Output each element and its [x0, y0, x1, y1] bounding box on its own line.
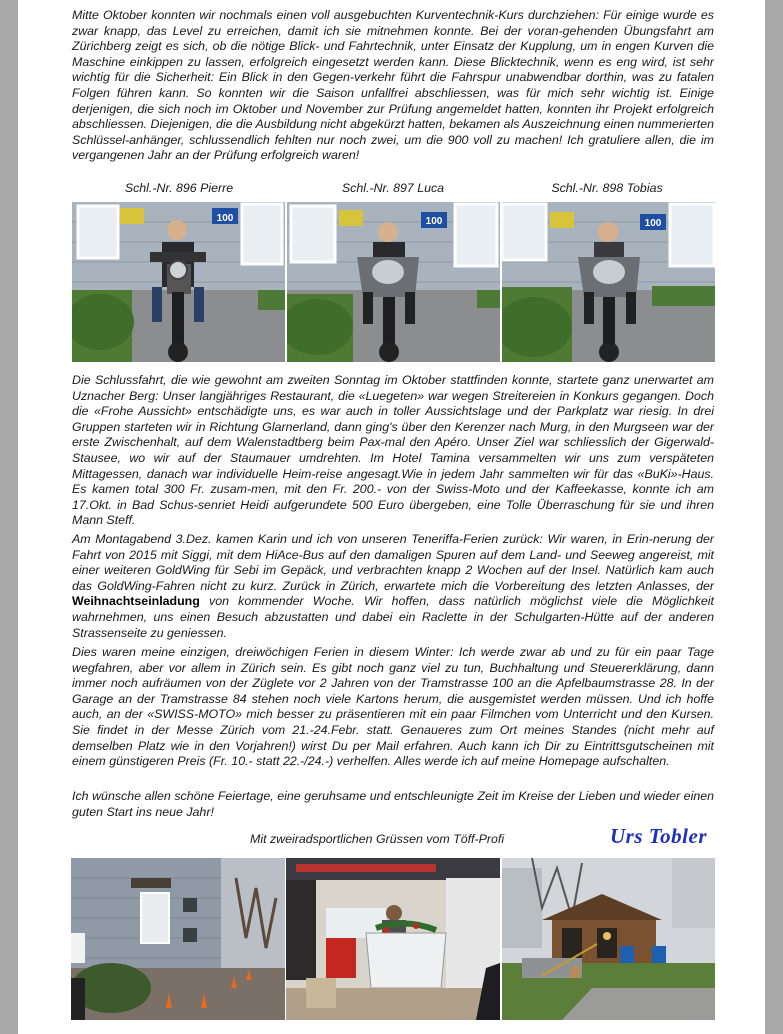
paragraph-schlussfahrt: Die Schlussfahrt, die wie gewohnt am zweiten Sonntag im Oktober stattfinden konnte, startete ganz unerwartet am Uznacher Berg: Unser langjähriges Restaurant, die «Luegeten» war wegen Streitereien in Konkurs gegangen. Doch die «Frohe Aussicht» entschädigte uns, es war auch in toller Aussichtslage und der Parkplatz war riesig. In drei Gruppen starteten wir in Richtung Glarnerland, dann ging's über den Kerenzer nach Murg, in den Murgseen war der erste Zwischenhalt, auf dem Walenstadtberg beim Pax-mal den Apéro. Unser Ziel war schliesslich der Gigerwald-Stausee, wo wir auf der Staumauer umdrehten. Im Hotel Tamina versammelten wir uns zum verspäteten Mittagessen, danach war individuelle Heim-reise angesagt.Wie in jedem Jahr sammelten wir für das «BuKi»-Haus. Es kamen total 300 Fr. zusam-men, mit den Fr. 200.- von der Swiss-Moto und der Kaffeekasse, konnte ich am 17.Okt. in Bad Schus-senriet Heidi aufgerundete 500 Euro übergeben, eine Tolle Überraschung für sie und ihren Mann Steff. [72, 373, 714, 528]
paragraph-kurventechnik: Mitte Oktober konnten wir nochmals einen voll ausgebuchten Kurventechnik-Kurs durchziehen: Für einige wurde es zwar knapp, das Level zu erreichen, damit ich sie mitnehmen konnte. Bei der voran-gehenden Übungsfahrt am Zürichberg zeigt es sich, ob die nötige Blick- und Fahrtechnik, unter Einsatz der Kupplung, um in engen Kurven die Maschine einkippen zu lassen, erfolgreich eingesetzt werden kann. Diese Blicktechnik, wenn es eng wird, ist sehr wichtig für die Sicherheit: Ein Blick in den Gegen-verkehr führt die Fahrspur unabwendbar dorthin, was zu fatalen Folgen führen kann. So konnten wir die Saison unfallfrei abschliessen, was für mich sehr wichtig ist. Einige derjenigen, die sich noch im Oktober und November zur Prüfung angemeldet hatten, konnten ihr Projekt erfolgreich abschliessen. Diejenigen, die die Ausbildung nicht abgekürzt hatten, bekamen als Auszeichnung einen nummerierten Schlüssel-anhänger, schlussendlich fehlten nur noch zwei, um die 900 voll zu machen! Ich gratuliere allen, die im vergangenen Jahr an der Prüfung erfolgreich waren! [72, 8, 714, 163]
photo-expo-stand [286, 858, 500, 1020]
weihnachtseinladung-highlight: Weihnachtseinladung [72, 594, 200, 609]
paragraph-winter: Dies waren meine einzigen, dreiwöchigen Ferien in diesem Winter: Ich werde zwar ab und zu für ein paar Tage wegfahren, aber vor allem in Zürich sein. Es gibt noch ganz viel zu tun, Buchhaltung und Steuererklärung, dann immer noch aufräumen von der Züglete vor 2 Jahren von der Tramstrasse 100 an die Apfelbaumstrasse 28. In der Garage an der Tramstrasse 84 stehen noch viele Kartons herum, die ausgemistet werden müssen. Und ich hoffe auch, an der «SWISS-MOTO» mich besser zu präsentieren mit ein paar Filmchen vom Unterricht und den Kursen. Sie findet in der Messe Zürich vom 21.-24.Febr. statt. Genaueres zum Ort meines Standes (nicht mehr auf demselben Platz wie in den Vorjahren!) wirst Du per Mail erfahren. Auch kann ich Dir zu Eintrittsgutscheinen mit einem günstigeren Preis (Fr. 10.- statt 22.-/24.-) verhelfen. Alles werde ich auf meine Homepage aufschalten. [72, 645, 714, 769]
photo-house-exterior [71, 858, 285, 1020]
paragraph-teneriffa [72, 532, 714, 641]
photo-captions [72, 181, 714, 197]
paragraph-wishes: Ich wünsche allen schöne Feiertage, eine geruhsame und entschleunigte Zeit im Kreise der Lieben und wieder einen guten Start ins neue Jahr! [72, 789, 714, 819]
paragraph-teneriffa-part-b: von kommender Woche. Wir hoffen, dass natürlich möglichst viele die Möglichkeit wahrnehmen, uns einen Besuch abzustatten und dabei ein Raclette in der Schulgarten-Hütte auf der anderen Strassenseite zu geniessen. [72, 594, 714, 640]
photo-luca-motorcycle [287, 202, 500, 362]
caption-pierre: Schl.-Nr. 896 Pierre [124, 181, 234, 195]
photo-pierre-motorcycle [72, 202, 285, 362]
signature: Urs Tobler [610, 824, 707, 848]
caption-luca: Schl.-Nr. 897 Luca [341, 181, 445, 195]
closing-greeting: Mit zweiradsportlichen Grüssen vom Töff-Profi [250, 832, 505, 846]
paragraph-teneriffa-part-a: Am Montagabend 3.Dez. kamen Karin und ich von unseren Teneriffa-Ferien zurück: Wir waren, in Erin-nerung der Fahrt von 2015 mit Siggi, mit dem HiAce-Bus auf den damaligen Spuren auf dem Land- und Seeweg angereist, mit einer weiteren GoldWing für Sebi im Gepäck, und verbrachten knapp 2 Wochen auf der Insel. Natürlich kam auch das GoldWing-Fahren nicht zu kurz. Zurück in Zürich, erwartete mich die Vorbereitung des letzten Anlasses, der [72, 532, 714, 593]
photo-garden-hut [502, 858, 715, 1020]
photo-tobias-motorcycle [502, 202, 715, 362]
caption-tobias: Schl.-Nr. 898 Tobias [551, 181, 663, 195]
house-number-sign: 100 [425, 216, 443, 227]
house-number-sign: 100 [216, 213, 234, 224]
house-number-sign: 100 [644, 218, 662, 229]
newsletter-page [18, 0, 765, 1034]
